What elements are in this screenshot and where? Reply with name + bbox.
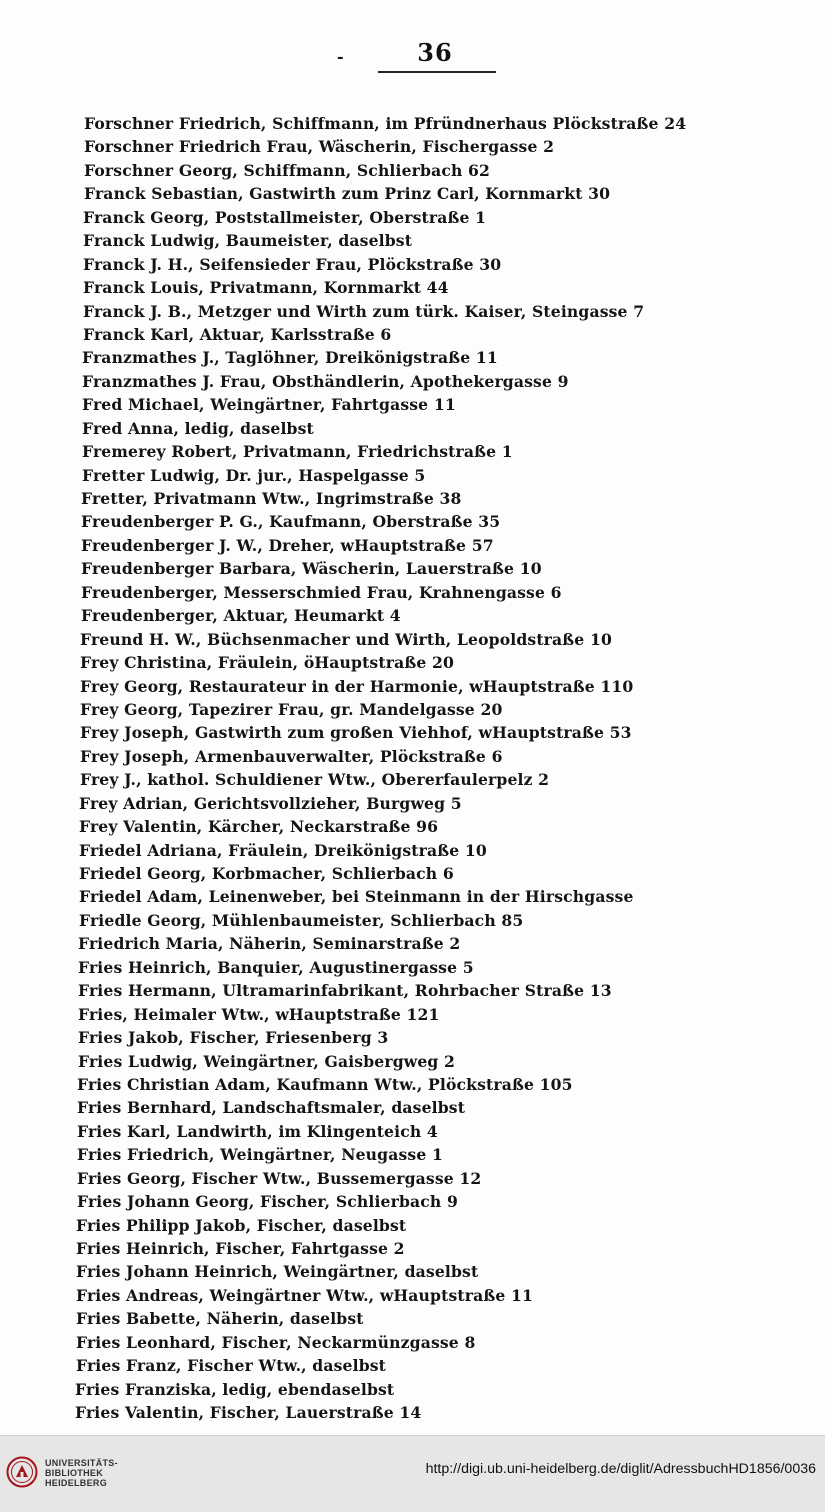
address-entry: Freund H. W., Büchsenmacher und Wirth, Leopoldstraße 10 bbox=[80, 629, 612, 649]
address-entry: Freudenberger, Messerschmied Frau, Krahnengasse 6 bbox=[81, 582, 562, 602]
address-entry: Franck Ludwig, Baumeister, daselbst bbox=[83, 231, 413, 251]
address-entry: Friedel Georg, Korbmacher, Schlierbach 6 bbox=[79, 864, 454, 883]
address-entry: Franzmathes J., Taglöhner, Dreikönigstraße 11 bbox=[82, 348, 498, 368]
address-entry: Frey Joseph, Armenbauverwalter, Plöckstraße 6 bbox=[80, 746, 503, 766]
address-entry: Fries Franz, Fischer Wtw., daselbst bbox=[76, 1356, 387, 1376]
address-entry: Frey Christina, Fräulein, öHauptstraße 20 bbox=[80, 653, 454, 673]
address-entry: Fries, Heimaler Wtw., wHauptstraße 121 bbox=[78, 1004, 440, 1024]
address-entry: Fred Anna, ledig, daselbst bbox=[82, 418, 314, 438]
address-entry: Forschner Friedrich, Schiffmann, im Pfründnerhaus Plöckstraße 24 bbox=[84, 114, 687, 133]
address-entry: Franck Georg, Poststallmeister, Oberstraße 1 bbox=[83, 207, 487, 227]
address-entry: Fries Heinrich, Banquier, Augustinergasse 5 bbox=[78, 957, 474, 977]
university-seal-icon bbox=[6, 1456, 38, 1488]
address-entry: Fries Jakob, Fischer, Friesenberg 3 bbox=[78, 1028, 389, 1048]
address-entry: Fries Franziska, ledig, ebendaselbst bbox=[75, 1379, 395, 1399]
address-entry: Fretter Ludwig, Dr. jur., Haspelgasse 5 bbox=[82, 465, 426, 485]
permalink-url[interactable]: http://digi.ub.uni-heidelberg.de/diglit/AdressbuchHD1856/0036 bbox=[425, 1461, 816, 1477]
address-entry: Franck Louis, Privatmann, Kornmarkt 44 bbox=[83, 278, 449, 298]
address-entry: Friedrich Maria, Näherin, Seminarstraße 2 bbox=[78, 934, 461, 954]
address-entry: Franck Karl, Aktuar, Karlsstraße 6 bbox=[83, 324, 392, 344]
address-entry: Fries Hermann, Ultramarinfabrikant, Rohrbacher Straße 13 bbox=[78, 981, 612, 1001]
address-entry: Franck J. H., Seifensieder Frau, Plöckstraße 30 bbox=[83, 254, 502, 274]
address-entry: Forschner Georg, Schiffmann, Schlierbach 62 bbox=[84, 160, 491, 180]
address-entry: Fries Leonhard, Fischer, Neckarmünzgasse 8 bbox=[76, 1332, 476, 1352]
brand-line-3: HEIDELBERG bbox=[45, 1478, 108, 1488]
page-number: 36 bbox=[417, 38, 453, 67]
address-entry: Fred Michael, Weingärtner, Fahrtgasse 11 bbox=[82, 395, 456, 415]
address-entry: Friedel Adam, Leinenweber, bei Steinmann in der Hirschgasse bbox=[79, 887, 634, 907]
address-entry: Fries Friedrich, Weingärtner, Neugasse 1 bbox=[77, 1145, 443, 1165]
address-entry: Frey Georg, Tapezirer Frau, gr. Mandelgasse 20 bbox=[80, 699, 503, 719]
address-entry: Frey Adrian, Gerichtsvollzieher, Burgweg 5 bbox=[79, 793, 462, 813]
address-entry: Fries Andreas, Weingärtner Wtw., wHauptstraße 11 bbox=[76, 1285, 533, 1305]
address-entry: Fries Johann Heinrich, Weingärtner, daselbst bbox=[76, 1262, 479, 1282]
brand-line-2: BIBLIOTHEK bbox=[45, 1468, 103, 1478]
address-entry: Franck Sebastian, Gastwirth zum Prinz Carl, Kornmarkt 30 bbox=[84, 184, 611, 204]
address-entry: Fries Christian Adam, Kaufmann Wtw., Plöckstraße 105 bbox=[77, 1074, 573, 1094]
address-entry: Freudenberger P. G., Kaufmann, Oberstraße 35 bbox=[81, 512, 501, 532]
viewer-footer bbox=[0, 1435, 825, 1512]
address-entry: Franzmathes J. Frau, Obsthändlerin, Apothekergasse 9 bbox=[82, 371, 569, 391]
address-entry: Franck J. B., Metzger und Wirth zum türk. Kaiser, Steingasse 7 bbox=[83, 301, 645, 321]
address-entry: Fries Ludwig, Weingärtner, Gaisbergweg 2 bbox=[78, 1051, 456, 1071]
address-entry: Fries Bernhard, Landschaftsmaler, daselbst bbox=[77, 1098, 466, 1118]
address-entry: Freudenberger, Aktuar, Heumarkt 4 bbox=[81, 606, 401, 626]
address-entry: Friedle Georg, Mühlenbaumeister, Schlierbach 85 bbox=[79, 910, 524, 930]
address-entry: Fretter, Privatmann Wtw., Ingrimstraße 38 bbox=[81, 489, 462, 508]
address-entry: Fries Georg, Fischer Wtw., Bussemergasse 12 bbox=[77, 1168, 482, 1188]
address-entry: Fries Babette, Näherin, daselbst bbox=[76, 1309, 364, 1329]
page-number-rule bbox=[378, 71, 496, 73]
address-entry: Forschner Friedrich Frau, Wäscherin, Fischergasse 2 bbox=[84, 137, 555, 157]
address-entry: Frey Georg, Restaurateur in der Harmonie, wHauptstraße 110 bbox=[80, 676, 634, 696]
brand-line-1: UNIVERSITÄTS- bbox=[45, 1458, 118, 1468]
library-brand bbox=[45, 1458, 118, 1488]
address-entry: Fries Karl, Landwirth, im Klingenteich 4 bbox=[77, 1121, 438, 1141]
address-entry: Freudenberger J. W., Dreher, wHauptstraße 57 bbox=[81, 535, 494, 555]
address-entry: Fremerey Robert, Privatmann, Friedrichstraße 1 bbox=[82, 442, 513, 462]
page-header-dash: - bbox=[337, 47, 344, 66]
address-entry: Friedel Adriana, Fräulein, Dreikönigstraße 10 bbox=[79, 840, 487, 860]
address-entry: Fries Heinrich, Fischer, Fahrtgasse 2 bbox=[76, 1239, 405, 1258]
address-entry-list bbox=[0, 112, 825, 1425]
address-entry: Fries Philipp Jakob, Fischer, daselbst bbox=[76, 1215, 407, 1235]
address-entry: Freudenberger Barbara, Wäscherin, Lauerstraße 10 bbox=[81, 559, 542, 579]
address-entry: Frey Joseph, Gastwirth zum großen Viehhof, wHauptstraße 53 bbox=[80, 723, 632, 743]
address-entry: Fries Johann Georg, Fischer, Schlierbach 9 bbox=[77, 1192, 458, 1212]
address-entry: Frey J., kathol. Schuldiener Wtw., Obererfaulerpelz 2 bbox=[80, 770, 550, 790]
address-entry: Frey Valentin, Kärcher, Neckarstraße 96 bbox=[79, 817, 439, 837]
address-entry: Fries Valentin, Fischer, Lauerstraße 14 bbox=[75, 1403, 422, 1423]
